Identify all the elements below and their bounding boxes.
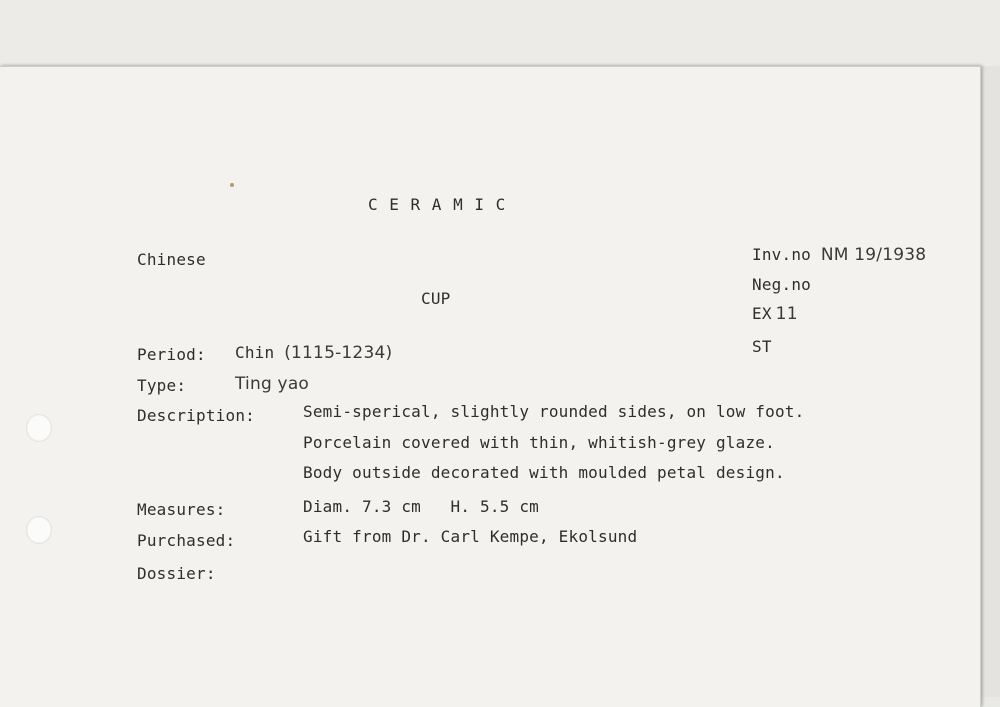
type-value: Ting yao xyxy=(235,374,310,394)
paper-speck xyxy=(230,183,234,187)
card-heading: C E R A M I C xyxy=(368,195,507,214)
purchased-label: Purchased: xyxy=(137,531,236,550)
inventory-number xyxy=(752,245,926,265)
punch-hole-bottom xyxy=(26,516,52,544)
period-label: Period: xyxy=(137,345,206,364)
measures-label: Measures: xyxy=(137,500,226,519)
negative-number-label: Neg.no xyxy=(752,275,811,294)
punch-hole-top xyxy=(26,414,52,442)
purchased-value: Gift from Dr. Carl Kempe, Ekolsund xyxy=(303,527,638,546)
period-dates: (1115-1234) xyxy=(284,343,393,363)
origin-text: Chinese xyxy=(137,250,206,269)
inventory-value: NM 19/1938 xyxy=(820,245,927,265)
st-mark: ST xyxy=(752,337,772,356)
description-line: Body outside decorated with moulded petal design. xyxy=(303,463,785,482)
ex-value: 11 xyxy=(775,304,798,324)
ex-label: EX xyxy=(752,304,772,323)
measures-value: Diam. 7.3 cm H. 5.5 cm xyxy=(303,497,539,516)
description-line: Semi-sperical, slightly rounded sides, on low foot. xyxy=(303,402,805,421)
description-label: Description: xyxy=(137,406,255,425)
period-typed: Chin xyxy=(235,343,275,362)
card-edge-shadow xyxy=(981,66,1000,697)
dossier-label: Dossier: xyxy=(137,564,216,583)
period-value xyxy=(235,343,392,363)
type-label: Type: xyxy=(137,376,187,395)
inventory-label: Inv.no xyxy=(752,245,811,264)
object-name: CUP xyxy=(421,289,451,308)
description-line: Porcelain covered with thin, whitish-grey glaze. xyxy=(303,433,775,452)
ex-number xyxy=(752,304,798,324)
